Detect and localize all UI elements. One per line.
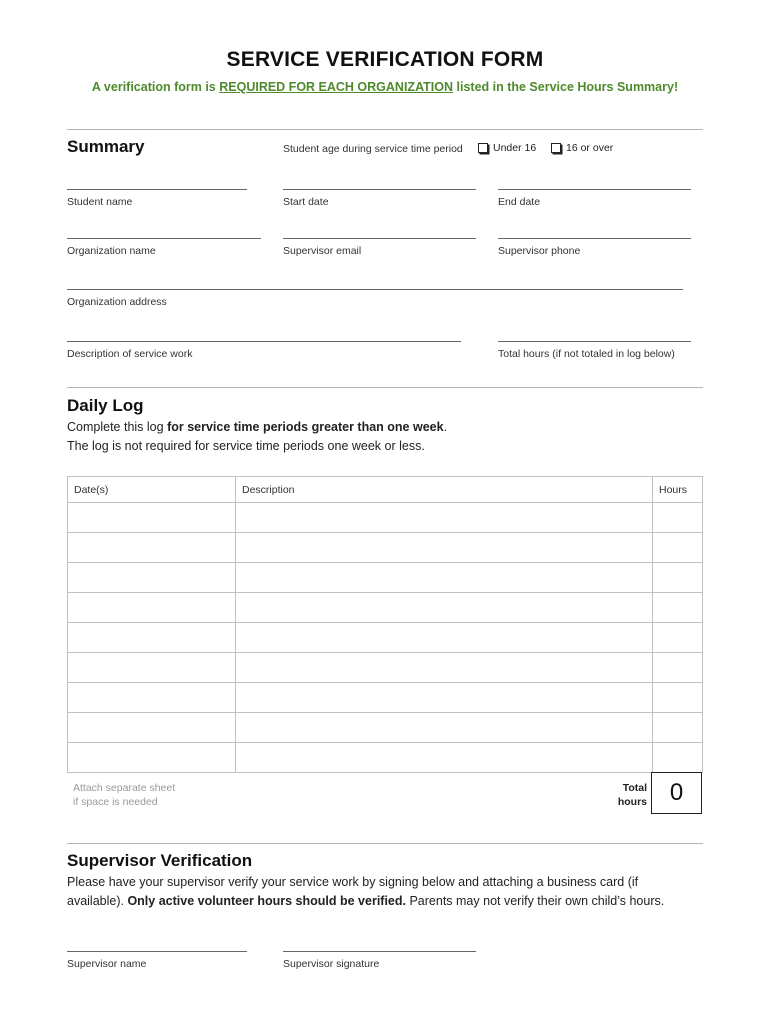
date-cell[interactable] [68,623,236,653]
summary-title: Summary [67,137,145,156]
description-cell[interactable] [236,623,653,653]
description-cell[interactable] [236,593,653,623]
table-row [68,533,703,563]
table-row [68,653,703,683]
hours-cell[interactable] [653,713,703,743]
supervisor-para-pre: Please have your supervisor verify your service work by signing below and attaching a business card (if available). [67,875,639,908]
supervisor-email-label: Supervisor email [283,245,362,257]
supervisor-title: Supervisor Verification [67,851,253,870]
form-title: SERVICE VERIFICATION FORM [226,48,544,71]
end-date-field[interactable] [498,189,691,190]
table-row [68,683,703,713]
age-label: Student age during service time period [283,143,463,155]
subtitle-pre: A verification form is [91,80,220,94]
hours-cell[interactable] [653,503,703,533]
column-header-description: Description [236,477,653,503]
date-cell[interactable] [68,683,236,713]
supervisor-para-bold: Only active volunteer hours should be verified. [127,894,406,908]
start-date-field[interactable] [283,189,476,190]
daily-log-divider [67,387,703,388]
subtitle-post: listed in the Service Hours Summary! [453,80,679,94]
end-date-label: End date [498,196,541,208]
checkbox-box[interactable] [551,143,561,153]
description-label: Description of service work [67,348,193,360]
organization-address-label: Organization address [67,296,167,308]
date-cell[interactable] [68,503,236,533]
daily-log-line-2: The log is not required for service time periods one week or less. [67,439,425,453]
hours-cell[interactable] [653,623,703,653]
date-cell[interactable] [68,743,236,773]
date-cell[interactable] [68,533,236,563]
supervisor-signature-label: Supervisor signature [283,958,380,970]
table-header-row [68,477,703,503]
age-16-or-over-checkbox[interactable] [551,142,613,154]
hours-cell[interactable] [653,593,703,623]
supervisor-email-field[interactable] [283,238,476,239]
total-hours-caption [600,781,647,809]
summary-divider [67,129,703,130]
table-row [68,563,703,593]
hours-cell[interactable] [653,563,703,593]
age-16-or-over-label: 16 or over [566,142,614,154]
description-cell[interactable] [236,743,653,773]
age-under-16-checkbox[interactable] [478,142,536,154]
table-row [68,713,703,743]
supervisor-name-field[interactable] [67,951,247,952]
table-row [68,593,703,623]
daily-log-line-1-pre: Complete this log [67,420,168,434]
age-under-16-label: Under 16 [493,142,537,154]
table-row [68,503,703,533]
supervisor-phone-field[interactable] [498,238,691,239]
daily-log-line-1-bold: for service time periods greater than one week [167,420,444,434]
organization-name-label: Organization name [67,245,156,257]
description-field[interactable] [67,341,461,342]
organization-name-field[interactable] [67,238,261,239]
hours-cell[interactable] [653,683,703,713]
start-date-label: Start date [283,196,329,208]
date-cell[interactable] [68,713,236,743]
column-header-hours: Hours [653,477,703,503]
student-name-label: Student name [67,196,133,208]
daily-log-line-1 [67,418,707,437]
attach-note-line-1: Attach separate sheet [73,782,176,794]
attach-note-line-2: if space is needed [73,796,158,808]
supervisor-name-label: Supervisor name [67,958,147,970]
table-row [68,623,703,653]
subtitle-required: REQUIRED FOR EACH ORGANIZATION [219,80,454,94]
supervisor-instructions [67,873,667,911]
column-header-dates: Date(s) [68,477,236,503]
date-cell[interactable] [68,653,236,683]
total-caption-line-1: Total [622,782,647,794]
description-cell[interactable] [236,683,653,713]
supervisor-signature-field[interactable] [283,951,476,952]
description-cell[interactable] [236,713,653,743]
table-row [68,743,703,773]
organization-address-field[interactable] [67,289,683,290]
attach-note [73,781,213,809]
total-hours-field[interactable] [498,341,691,342]
form-subtitle [0,80,770,94]
description-cell[interactable] [236,503,653,533]
supervisor-phone-label: Supervisor phone [498,245,581,257]
hours-cell[interactable] [653,533,703,563]
description-cell[interactable] [236,563,653,593]
total-hours-label: Total hours (if not totaled in log below) [498,348,675,360]
total-caption-line-2: hours [617,796,647,808]
supervisor-para-post: Parents may not verify their own child’s hours. [406,894,665,908]
hours-cell[interactable] [653,743,703,773]
daily-log-line-1-post: . [443,420,448,434]
description-cell[interactable] [236,653,653,683]
daily-log-title: Daily Log [67,396,144,415]
date-cell[interactable] [68,593,236,623]
student-name-field[interactable] [67,189,247,190]
checkbox-box[interactable] [478,143,488,153]
date-cell[interactable] [68,563,236,593]
daily-log-instructions [67,418,707,456]
supervisor-divider [67,843,703,844]
hours-cell[interactable] [653,653,703,683]
daily-log-table [67,476,703,773]
total-hours-box[interactable]: 0 [651,772,702,814]
description-cell[interactable] [236,533,653,563]
